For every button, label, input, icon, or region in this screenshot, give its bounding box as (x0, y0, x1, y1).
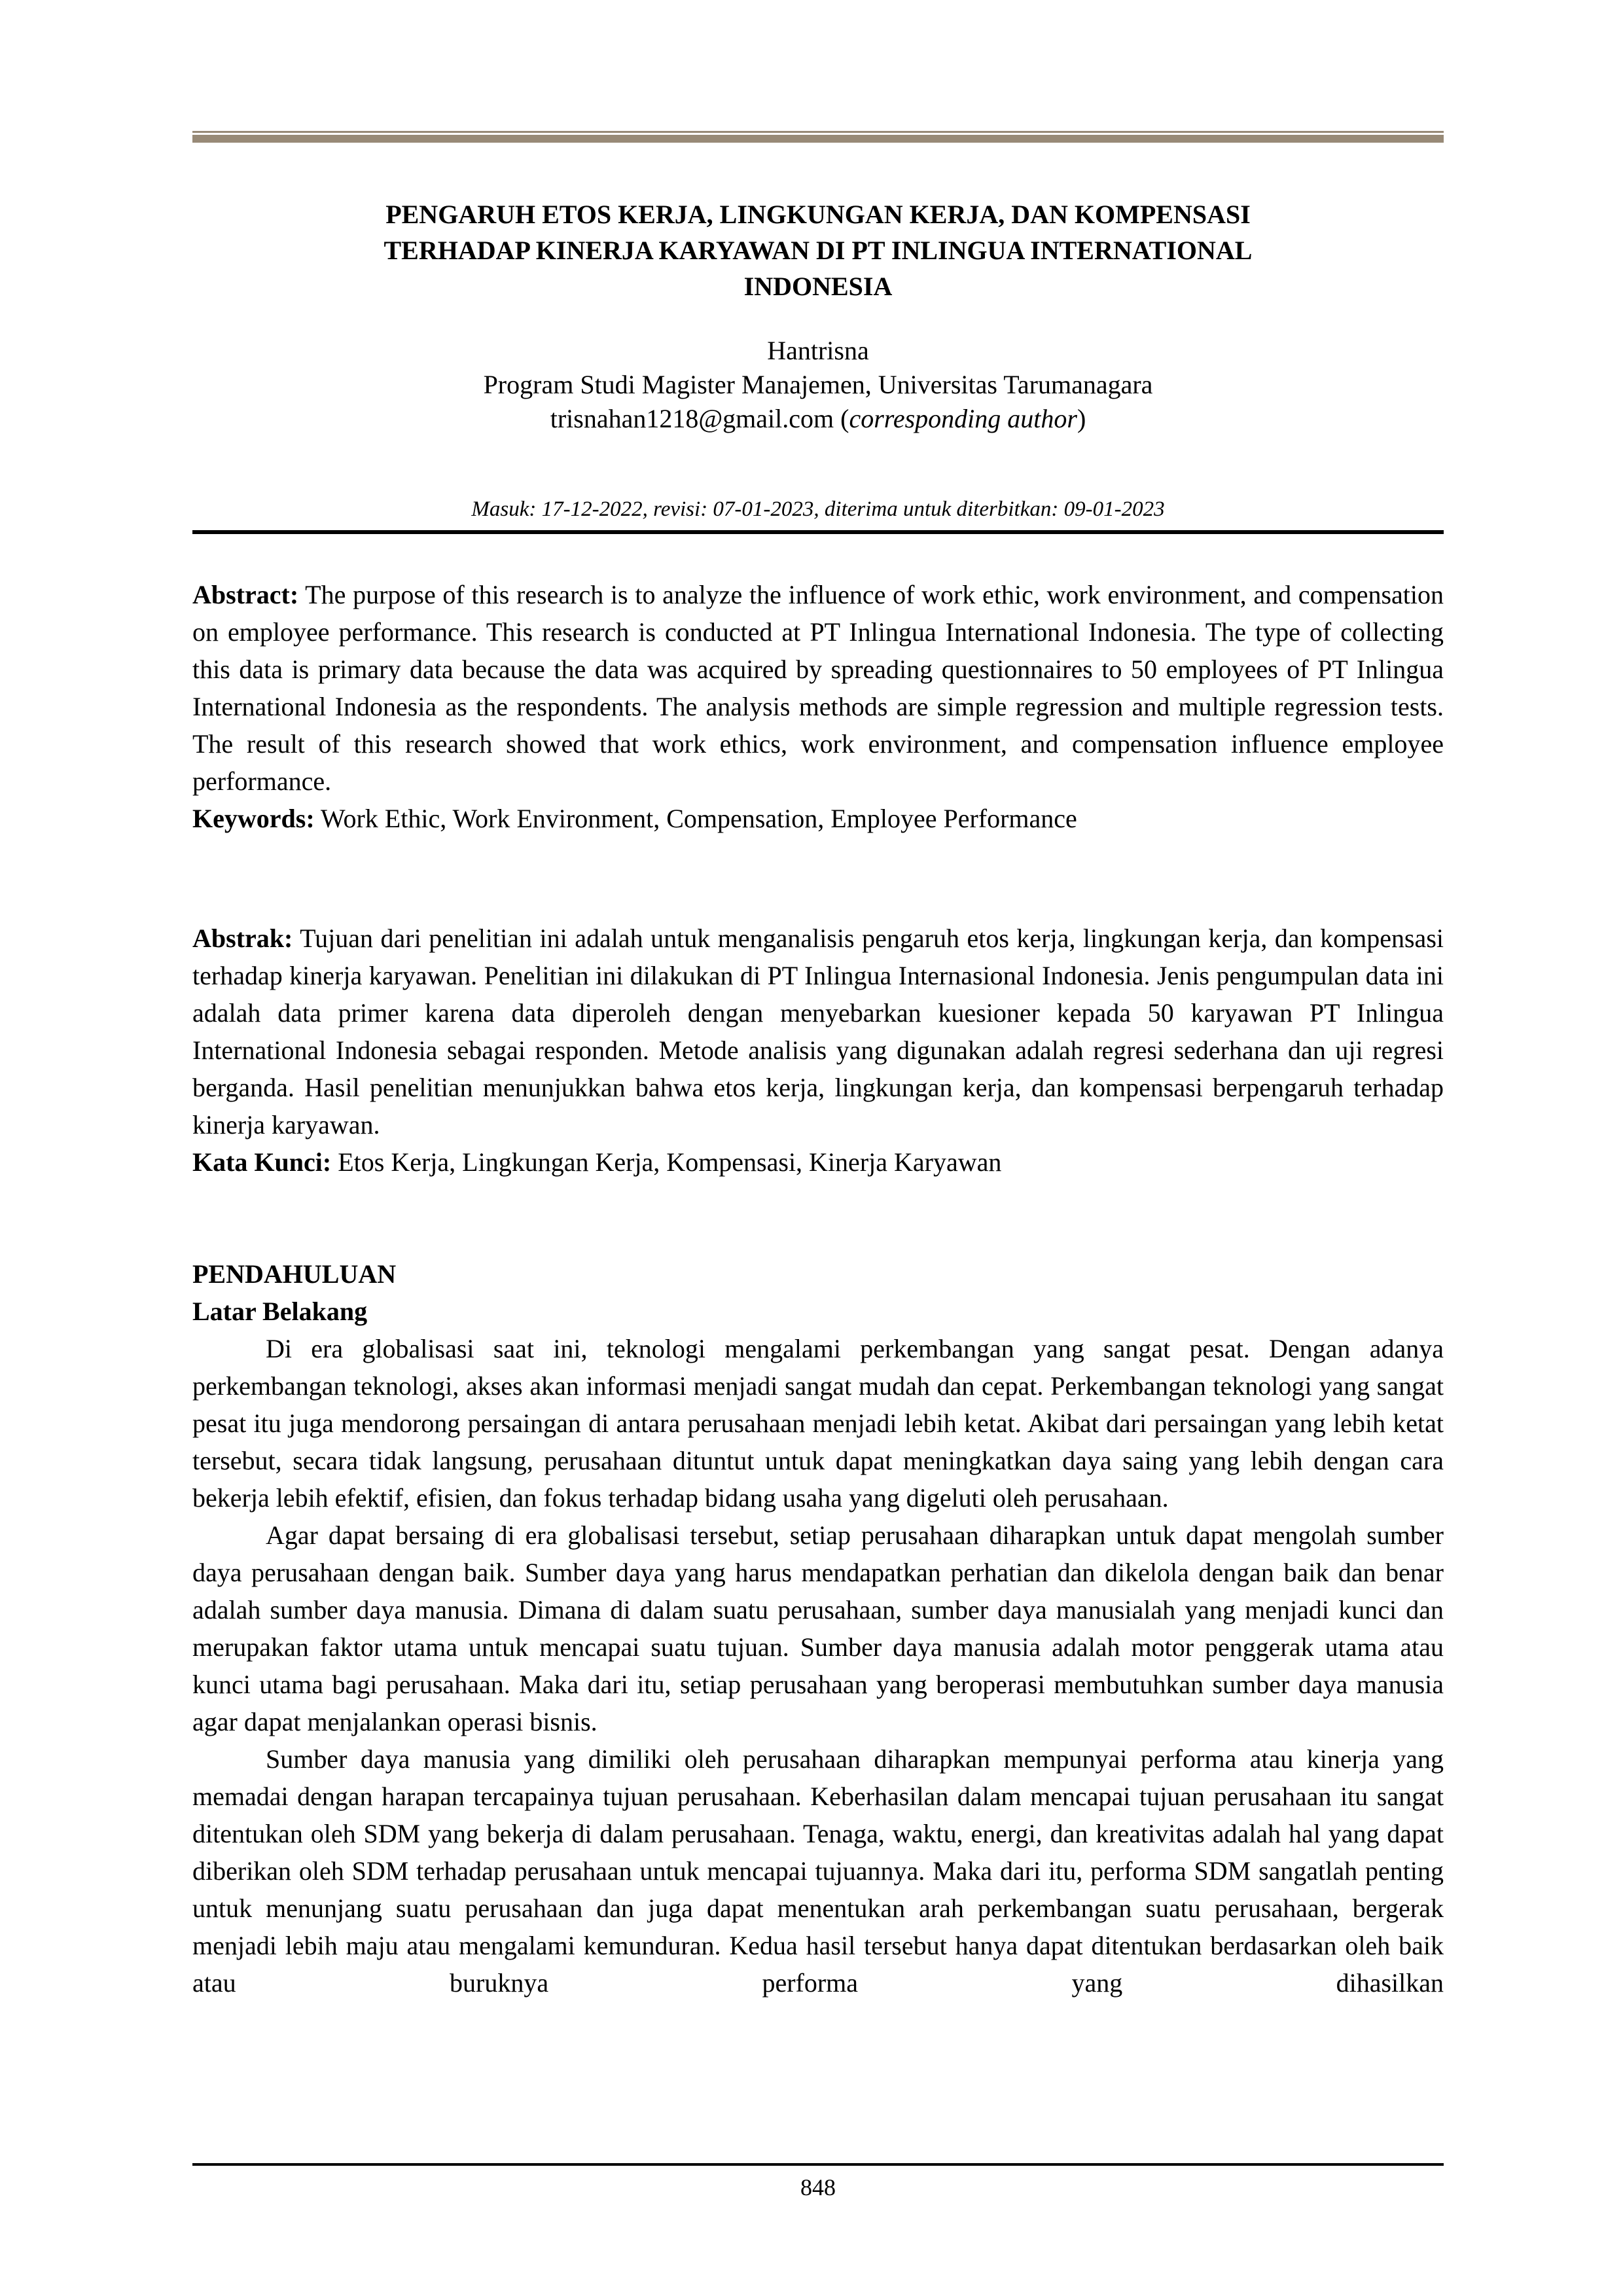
body-paragraph: Agar dapat bersaing di era globalisasi tersebut, setiap perusahaan diharapkan untuk dapat mengolah sumber daya perusahaan dengan baik. Sumber daya yang harus mendapatkan perhatian dan dikelola dengan baik dan benar adalah sumber daya manusia. Dimana di dalam suatu perusahaan, sumber daya manusialah yang menjadi kunci dan merupakan faktor utama untuk mencapai suatu tujuan. Sumber daya manusia adalah motor penggerak utama atau kunci utama bagi perusahaan. Maka dari itu, setiap perusahaan yang beroperasi membutuhkan sumber daya manusia agar dapat menjalankan operasi bisnis. (192, 1520, 1444, 1736)
body-paragraph: Di era globalisasi saat ini, teknologi mengalami perkembangan yang sangat pesat. Dengan adanya perkembangan teknologi, akses akan informasi menjadi sangat mudah dan cepat. Perkembangan teknologi yang sangat pesat itu juga mendorong persaingan di antara perusahaan menjadi lebih ketat. Akibat dari persaingan yang lebih ketat tersebut, secara tidak langsung, perusahaan dituntut untuk dapat meningkatkan daya saing yang lebih dengan cara bekerja lebih efektif, efisien, dan fokus terhadap bidang usaha yang digeluti oleh perusahaan. (192, 1334, 1444, 1513)
corresponding-note: (corresponding author) (840, 404, 1086, 433)
header-divider (192, 530, 1444, 534)
abstrak-paragraph (192, 920, 1444, 1143)
abstract-english (192, 576, 1444, 837)
body-paragraph: Sumber daya manusia yang dimiliki oleh perusahaan diharapkan mempunyai performa atau kinerja yang memadai dengan harapan tercapainya tujuan perusahaan. Keberhasilan dalam mencapai tujuan perusahaan itu sangat ditentukan oleh SDM yang bekerja di dalam perusahaan. Tenaga, waktu, energi, dan kreativitas adalah hal yang dapat diberikan oleh SDM terhadap perusahaan untuk mencapai tujuannya. Maka dari itu, performa SDM sangatlah penting untuk menunjang suatu perusahaan dan juga dapat menentukan arah perkembangan suatu perusahaan, bergerak menjadi lebih maju atau mengalami kemunduran. Kedua hasil tersebut hanya dapat ditentukan berdasarkan oleh baik atau buruknya performa yang dihasilkan (192, 1744, 1444, 1998)
keywords-label: Keywords: (192, 804, 315, 833)
kata-kunci-line (192, 1143, 1444, 1181)
abstrak-label: Abstrak: (192, 924, 293, 953)
abstract-paragraph (192, 576, 1444, 800)
author-affiliation: Program Studi Magister Manajemen, Universitas Tarumanagara (483, 370, 1153, 399)
submission-dates: Masuk: 17-12-2022, revisi: 07-01-2023, diterima untuk diterbitkan: 09-01-2023 (471, 497, 1165, 521)
introduction-section (192, 1255, 1444, 2001)
subsection-heading: Latar Belakang (192, 1297, 368, 1326)
abstract-text: The purpose of this research is to analyze the influence of work ethic, work environment, and compensation on employee performance. This research is conducted at PT Inlingua International Indonesia. The type of collecting this data is primary data because the data was acquired by spreading questionnaires to 50 employees of PT Inlingua International Indonesia as the respondents. The analysis methods are simple regression and multiple regression tests. The result of this research showed that work ethics, work environment, and compensation influence employee performance. (192, 580, 1444, 796)
page-number: 848 (800, 2174, 836, 2200)
title-line: TERHADAP KINERJA KARYAWAN DI PT INLINGUA INTERNATIONAL (383, 236, 1253, 265)
abstract-indonesian (192, 920, 1444, 1181)
title-line: PENGARUH ETOS KERJA, LINGKUNGAN KERJA, DAN KOMPENSASI (385, 200, 1251, 229)
title-line: INDONESIA (743, 272, 893, 301)
footer-divider (192, 2163, 1444, 2166)
header-rule-thin (192, 131, 1444, 133)
abstrak-text: Tujuan dari penelitian ini adalah untuk menganalisis pengaruh etos kerja, lingkungan kerja, dan kompensasi terhadap kinerja karyawan. Penelitian ini dilakukan di PT Inlingua Internasional Indonesia. Jenis pengumpulan data ini adalah data primer karena data diperoleh dengan menyebarkan kuesioner kepada 50 karyawan PT Inlingua International Indonesia sebagai responden. Metode analisis yang digunakan adalah regresi sederhana dan uji regresi berganda. Hasil penelitian menunjukkan bahwa etos kerja, lingkungan kerja, dan kompensasi berpengaruh terhadap kinerja karyawan. (192, 924, 1444, 1139)
author-name: Hantrisna (767, 336, 869, 365)
kata-kunci-text: Etos Kerja, Lingkungan Kerja, Kompensasi, Kinerja Karyawan (331, 1147, 1002, 1177)
abstract-label: Abstract: (192, 580, 299, 609)
kata-kunci-label: Kata Kunci: (192, 1147, 332, 1177)
section-heading: PENDAHULUAN (192, 1259, 397, 1289)
author-contact (192, 402, 1444, 436)
author-email[interactable]: trisnahan1218@gmail.com (550, 404, 834, 433)
header-rule-thick (192, 135, 1444, 143)
author-block (192, 334, 1444, 436)
keywords-line (192, 800, 1444, 837)
keywords-text: Work Ethic, Work Environment, Compensation, Employee Performance (314, 804, 1077, 833)
paper-title (192, 196, 1444, 304)
